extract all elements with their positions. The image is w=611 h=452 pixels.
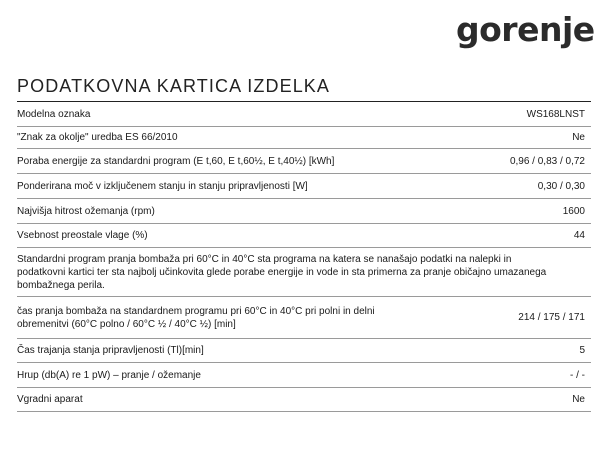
row-label: Hrup (db(A) re 1 pW) – pranje / ožemanje (17, 369, 201, 381)
table-row-noise (17, 363, 591, 388)
row-label: Poraba energije za standardni program (E t,60, E t,60½, E t,40½) [kWh] (17, 155, 335, 167)
table-row-energy-consumption (17, 149, 591, 174)
table-row-ecolabel (17, 127, 591, 149)
gorenje-logo: gorenje (456, 10, 595, 49)
row-label: Modelna oznaka (17, 108, 91, 120)
row-value: - / - (570, 369, 585, 381)
row-value: Ne (572, 132, 585, 143)
row-label: Standardni program pranja bombaža pri 60°C in 40°C sta programa na katera se nanašajo podatki na nalepki in podatkovni kartici ter sta najbolj učinkovita glede porabe energije in vode in sta primerna za pranje običajno umazanega bombažnega perila. (17, 253, 547, 291)
row-label: Ponderirana moč v izključenem stanju in stanju pripravljenosti [W] (17, 180, 308, 192)
row-value: 0,30 / 0,30 (537, 180, 585, 192)
table-row-washing-time (17, 297, 591, 339)
row-label: čas pranja bombaža na standardnem programu pri 60°C in 40°C pri polni in delni obremenitvi (60°C polno / 60°C ½ / 40°C ½) [min] (17, 305, 375, 330)
row-value: 44 (573, 230, 585, 241)
table-row-built-in (17, 388, 591, 412)
product-data-table (17, 101, 591, 412)
row-label: Vgradni aparat (17, 394, 83, 405)
row-value: 1600 (562, 205, 585, 217)
table-row-model (17, 102, 591, 127)
page-title: PODATKOVNA KARTICA IZDELKA (17, 76, 331, 96)
table-row-residual-moisture (17, 224, 591, 248)
row-value: 214 / 175 / 171 (518, 312, 585, 323)
row-label: Čas trajanja stanja pripravljenosti (Tl)[min] (17, 345, 204, 356)
row-value: 5 (579, 345, 585, 356)
table-row-standby-power (17, 174, 591, 199)
row-label: Najvišja hitrost ožemanja (rpm) (17, 205, 155, 217)
row-value: 0,96 / 0,83 / 0,72 (509, 155, 585, 167)
row-value: Ne (572, 394, 585, 405)
row-label: Vsebnost preostale vlage (%) (17, 230, 148, 241)
table-row-standby-duration (17, 339, 591, 363)
row-value: WS168LNST (526, 108, 585, 120)
row-label: "Znak za okolje" uredba ES 66/2010 (17, 132, 178, 143)
table-row-standard-program-note (17, 248, 591, 297)
table-row-spin-speed (17, 199, 591, 224)
